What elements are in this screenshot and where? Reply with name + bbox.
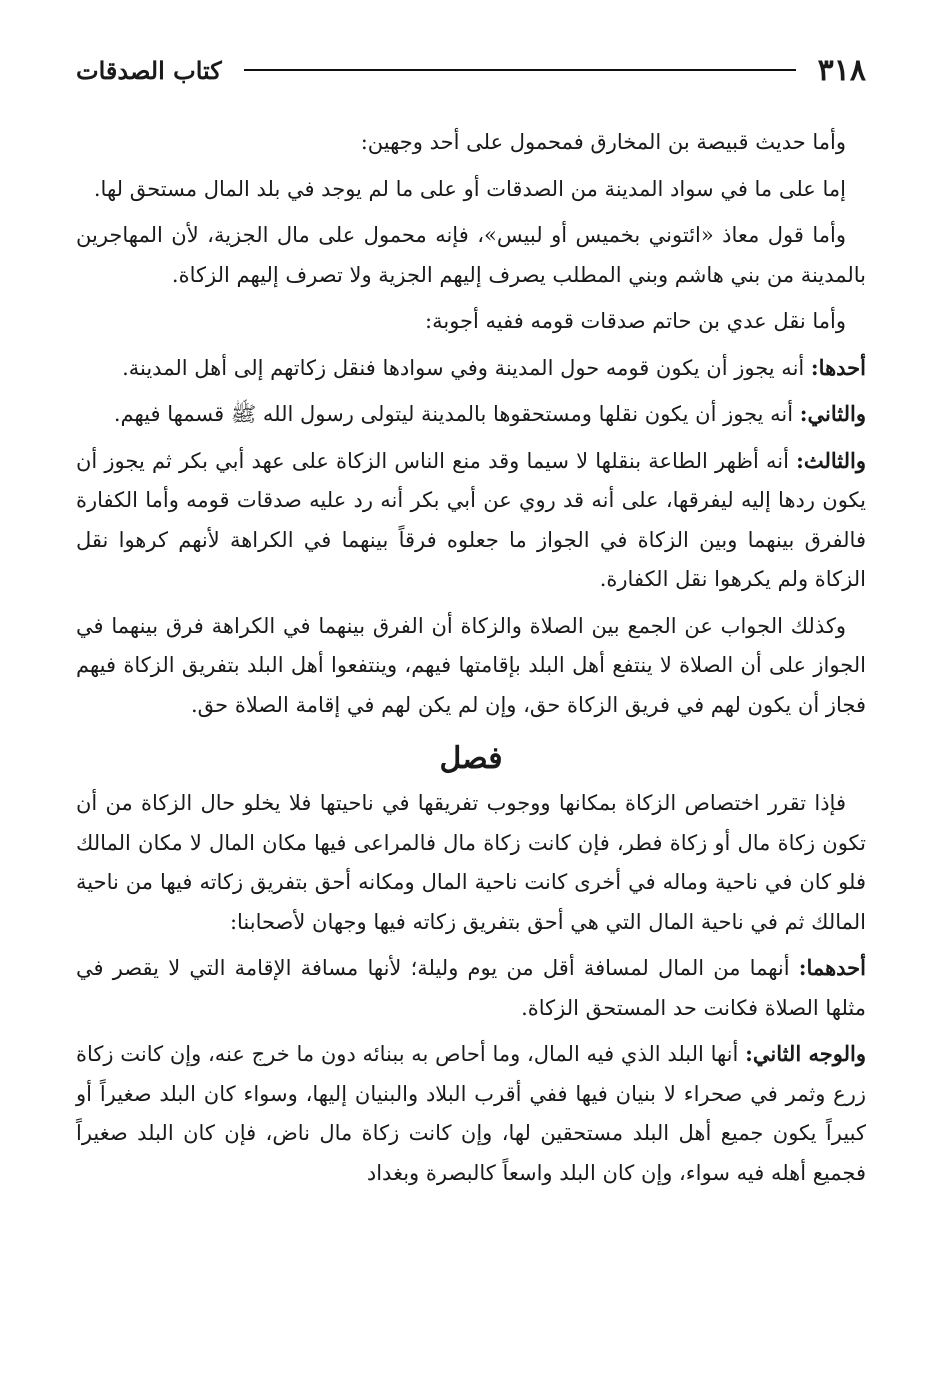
paragraph [76,169,866,210]
paragraph [76,122,866,163]
header-rule [244,69,796,71]
paragraph-text: أنه يجوز أن يكون قومه حول المدينة وفي سوادها فنقل زكاتهم إلى أهل المدينة. [122,355,811,380]
page-number: ٣١٨ [817,52,866,88]
paragraph [76,215,866,295]
paragraph [76,301,866,342]
section-title: فصل [439,741,503,776]
running-title: كتاب الصدقات [76,55,222,85]
paragraph [76,1034,866,1193]
paragraph-text: إما على ما في سواد المدينة من الصدقات أو على ما لم يوجد في بلد المال مستحق لها. [93,176,846,201]
paragraph-text: وكذلك الجواب عن الجمع بين الصلاة والزكاة أن الفرق بينهما في الكراهة فرق بينهما في الجواز على أن الصلاة لا ينتفع أهل البلد بإقامتها فيهم، وينتفعوا أهل البلد بتفريق الزكاة فيهم فجاز أن يكون لهم في فريق الزكاة حق، وإن لم يكن لهم في إقامة الصلاة حق. [76,613,866,717]
paragraph-lead: والثالث: [796,447,866,473]
paragraph-text: وأما قول معاذ «ائتوني بخميس أو لبيس»، فإنه محمول على مال الجزية، لأن المهاجرين بالمدينة من بني هاشم وبني المطلب يصرف إليهم الجزية ولا تصرف إليهم الزكاة. [76,223,866,287]
paragraph-text: فإذا تقرر اختصاص الزكاة بمكانها ووجوب تفريقها في ناحيتها فلا يخلو حال الزكاة من أن تكون زكاة مال أو زكاة فطر، فإن كانت زكاة مال فالمراعى فيها مكان المال لا مكان المالك فلو كان في ناحية وماله في أخرى كانت ناحية المال ومكانه أحق بتفريق زكاته فيها من ناحية المالك ثم في ناحية المال التي هي أحق بتفريق زكاته فيها وجهان لأصحابنا: [76,791,866,934]
paragraph-lead: أحدهما: [798,955,866,980]
paragraph-text: وأما نقل عدي بن حاتم صدقات قومه ففيه أجوبة: [425,309,846,333]
paragraph [76,948,866,1028]
paragraph-text: أنه يجوز أن يكون نقلها ومستحقوها بالمدينة ليتولى رسول الله ﷺ قسمها فيهم. [113,402,800,426]
paragraph [76,783,866,942]
paragraph [76,441,866,600]
paragraph [76,348,866,389]
paragraph-lead: والثاني: [799,401,866,426]
paragraph-lead: أحدها: [810,354,866,380]
paragraph [76,394,866,435]
paragraph-text: وأما حديث قبيصة بن المخارق فمحمول على أحد وجهين: [360,130,846,154]
paragraph [76,606,866,726]
paragraph-text: أنها البلد الذي فيه المال، وما أحاص به ببنائه دون ما خرج عنه، وإن كانت زكاة زرع وثمر في صحراء لا بنيان فيها ففي أقرب البلاد والبنيان إليها، وسواء كان البلد صغيراً أو كبيراً يكون جميع أهل البلد مستحقين لها، وإن كانت زكاة مال ناض، فإن كان البلد صغيراً فجميع أهله فيه سواء، وإن كان البلد واسعاً كالبصرة وبغداد [76,1042,866,1185]
paragraph-text: أنه أظهر الطاعة بنقلها لا سيما وقد منع الناس الزكاة على عهد أبي بكر ثم يجوز أن يكون ردها إليه ليفرقها، على أنه قد روي عن أبي بكر أنه رد عليه صدقات قومه وأما الكفارة فالفرق بينهما وبين الزكاة في الجواز ما جعلوه فرقاً بينهما في الكراهة لأنهم كرهوا نقل الزكاة ولم يكرهوا نقل الكفارة. [76,448,866,591]
paragraph-text: أنهما من المال لمسافة أقل من يوم وليلة؛ لأنها مسافة الإقامة التي لا يقصر في مثلها الصلاة فكانت حد المستحق الزكاة. [76,956,866,1020]
page-header [76,48,866,92]
paragraph-lead: والوجه الثاني: [745,1041,866,1066]
